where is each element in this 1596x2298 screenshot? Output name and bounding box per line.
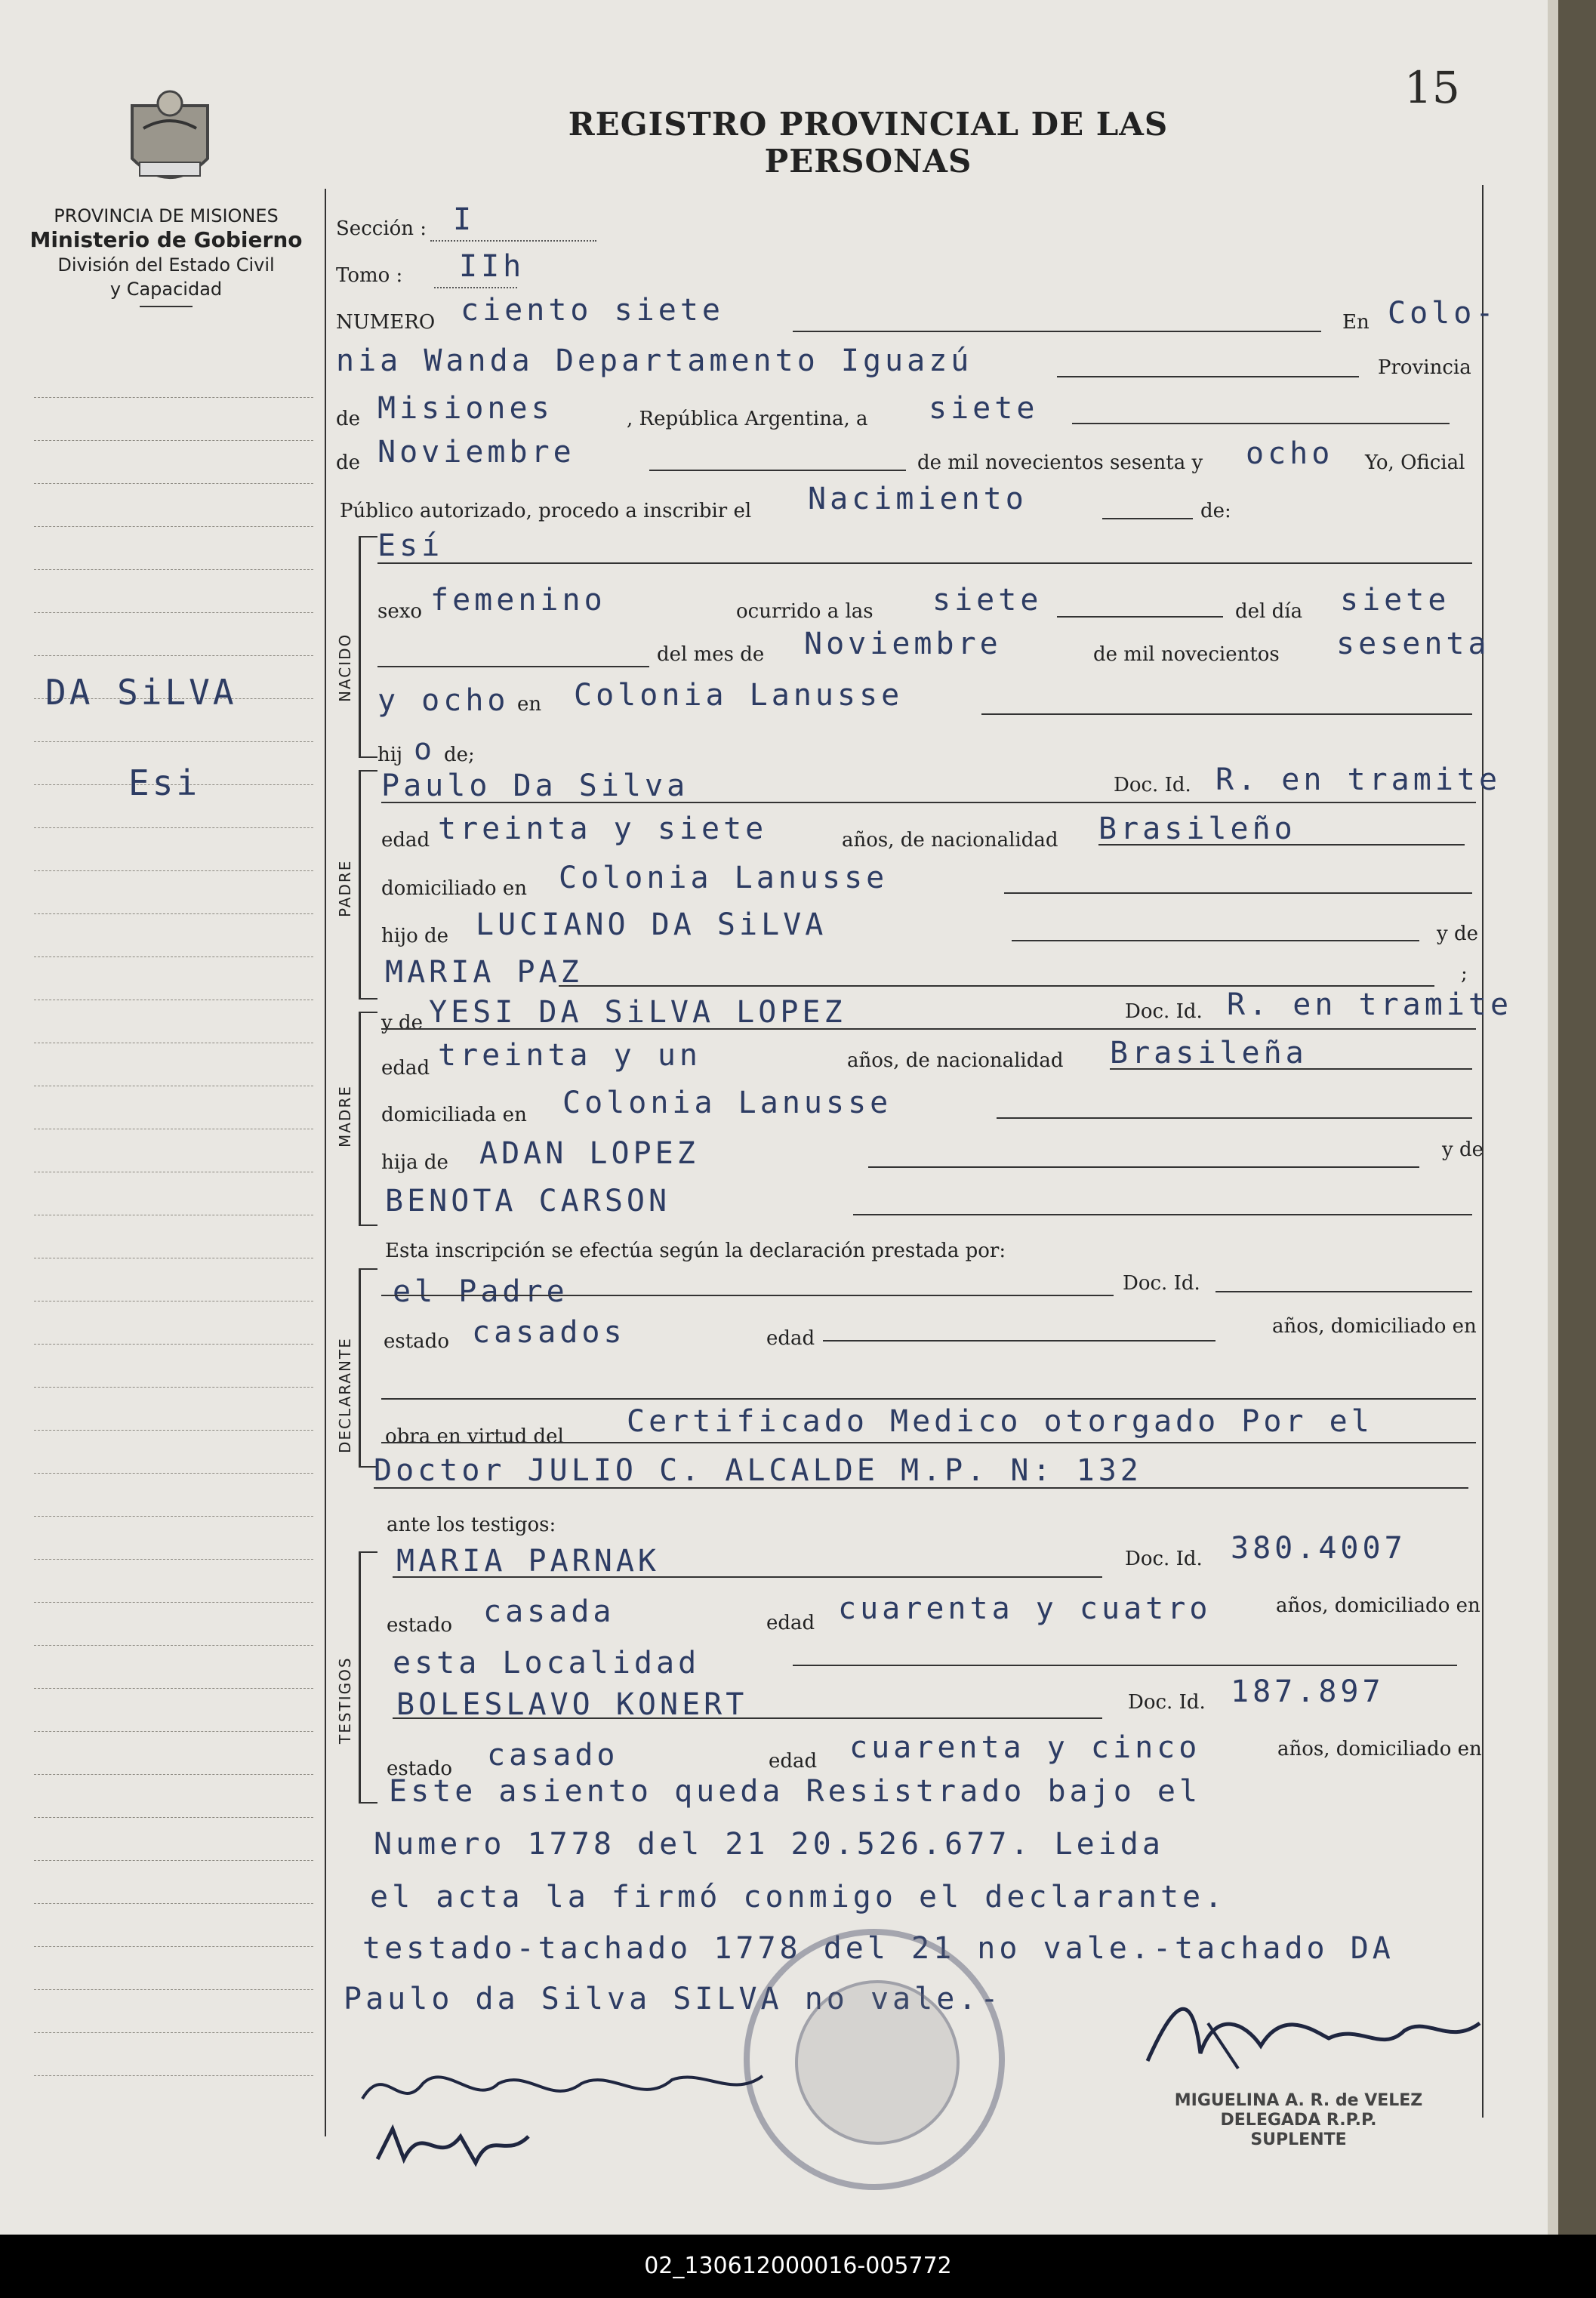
padre-nombre: Paulo Da Silva [381,769,689,803]
page-title: REGISTRO PROVINCIAL DE LAS PERSONAS [568,106,1169,180]
ocurrido-label: ocurrido a las [736,600,873,623]
obra-value-2: Doctor JULIO C. ALCALDE M.P. N: 132 [374,1453,1142,1488]
nota-line-2: Numero 1778 del 21 20.526.677. Leida [374,1827,1164,1862]
anio-label: de mil novecientos sesenta y [917,451,1203,474]
sexo-label: sexo [377,600,423,623]
padre-edad: treinta y siete [438,812,768,846]
oficial-label: Yo, Oficial [1365,451,1465,474]
left-rule [325,189,326,2136]
page-number: 15 [1404,62,1460,113]
lugar2-line [981,713,1472,715]
sexo-value: femenino [430,583,606,618]
seccion-label: Sección : [336,217,427,240]
dia2-value: siete [1340,583,1450,618]
madre-dom: Colonia Lanusse [562,1086,892,1120]
witness-signature-icon [355,2053,778,2121]
padre-dom: Colonia Lanusse [559,861,889,895]
madre-madre-line [853,1214,1472,1215]
testigo1-dom: esta Localidad [393,1646,701,1680]
nota-line-3: el acta la firmó conmigo el declarante. [370,1880,1227,1914]
testigo1-docid-label: Doc. Id. [1125,1548,1203,1570]
margin-given-name: Esi [128,762,201,803]
declaracion-label: Esta inscripción se efectúa según la declaración prestada por: [385,1240,1006,1262]
obra-label: obra en virtud del [385,1425,564,1448]
madre-yde-label: y de [381,1012,423,1034]
dia-line [1072,423,1450,424]
testigo1-edad: cuarenta y cuatro [838,1591,1212,1626]
delmes-label: del mes de [657,643,765,666]
org-rule [140,306,193,307]
lugar-line [1057,376,1359,377]
nacido-side-label: NACIDO [336,633,354,702]
numero-label: NUMERO [336,311,436,334]
testigo2-anios-label: años, domiciliado en [1277,1738,1482,1760]
deldia-label: del día [1235,600,1303,623]
obra-value: Certificado Medico otorgado Por el [627,1404,1373,1439]
padre-side-label: PADRE [336,859,354,917]
padre-padre: LUCIANO DA SiLVA [476,907,827,942]
testigos-bracket [359,1551,377,1804]
org-line-3: División del Estado Civil [57,254,275,276]
image-filename-caption: 02_130612000016-005772 [0,2235,1596,2298]
testigo1-nombre: MARIA PARNAK [396,1544,660,1579]
padre-yde-label: y de [1437,923,1478,945]
en-value: Colo- [1388,296,1498,331]
book-binding [1548,0,1596,2235]
seccion-line [430,240,596,242]
republica-label: , República Argentina, a [627,408,868,430]
declarante-bracket [359,1268,377,1468]
declarante-doc-line [1215,1291,1472,1292]
declarante-estado-label: estado [384,1330,449,1353]
nota-line-4: testado-tachado 1778 del 21 no vale.-tachado DA [362,1931,1394,1966]
testigo1-estado-label: estado [387,1614,452,1637]
provincial-seal-icon [117,87,223,200]
de-label-1: de [336,408,361,430]
tomo-value: IIh [459,249,525,284]
padre-nac: Brasileño [1098,812,1296,846]
madre-padre: ADAN LOPEZ [479,1136,699,1171]
testigo2-nombre: BOLESLAVO KONERT [396,1687,748,1722]
tomo-label: Tomo : [336,264,403,287]
madre-nombre-line [381,1028,1476,1030]
acto-line [1102,518,1193,519]
provincia-label: Provincia [1378,356,1471,379]
milnov-label: de mil novecientos [1093,643,1280,666]
delmes-line [377,666,649,667]
obra-line-2 [374,1487,1468,1489]
nombre-value: Esí [377,528,444,563]
hora-line [1057,616,1223,618]
madre-side-label: MADRE [336,1085,354,1147]
madre-padre-line [868,1166,1419,1168]
lugar-value: nia Wanda Departamento Iguazú [336,343,973,378]
padre-bracket [359,770,377,1000]
padre-dom-line [1004,892,1472,894]
madre-nombre: YESI DA SiLVA LOPEZ [429,995,846,1030]
hijo-label: hij [377,744,403,766]
testigo1-estado: casada [483,1594,615,1629]
acto-value: Nacimiento [808,482,1028,516]
ministry-header [15,204,317,312]
madre-nac-label: años, de nacionalidad [847,1049,1064,1072]
madre-doc: R. en tramite [1227,987,1513,1022]
provincia-value: Misiones [377,391,553,426]
madre-nac: Brasileña [1110,1036,1308,1070]
anio-value: ocho [1246,436,1334,471]
de-label-4: de; [444,744,475,766]
madre-domiciliada-label: domiciliada en [381,1104,527,1126]
numero-line [793,331,1321,332]
testigo1-edad-label: edad [766,1612,815,1634]
declarante-docid-label: Doc. Id. [1123,1272,1200,1295]
padre-domiciliado-label: domiciliado en [381,877,527,900]
declarante-edad-line [823,1340,1215,1342]
org-line-1: PROVINCIA DE MISIONES [54,205,279,226]
en2-label: en [517,693,542,716]
mes-line [649,470,906,471]
padre-hijode-label: hijo de [381,925,449,947]
official-role-2: SUPLENTE [1250,2130,1347,2149]
tomo-line [434,287,517,288]
anio2-value: sesenta [1336,627,1490,661]
mes-value: Noviembre [377,435,575,470]
padre-docid-label: Doc. Id. [1114,774,1191,796]
madre-yde-label-2: y de [1442,1138,1484,1161]
declarante-nombre: el Padre [393,1274,568,1309]
testigo2-nombre-line [393,1717,1102,1719]
testigo1-doc: 380.4007 [1231,1531,1407,1566]
en-label: En [1342,311,1370,334]
madre-edad-label: edad [381,1057,430,1080]
madre-dom-line [997,1117,1472,1119]
madre-docid-label: Doc. Id. [1125,1000,1203,1023]
hora-value: siete [932,583,1043,618]
testigo1-nombre-line [393,1576,1102,1578]
hijo-value: o [414,732,436,767]
padre-edad-label: edad [381,829,430,852]
nombre-line [377,562,1472,564]
declarante-edad-label: edad [766,1327,815,1350]
official-name: MIGUELINA A. R. de VELEZ [1174,2091,1423,2110]
margin-ruled-lines [34,355,313,2129]
official-name-stamp [1117,2091,1480,2150]
testigo1-dom-line [793,1665,1457,1666]
seccion-value: I [453,202,476,237]
official-stamp-icon [744,1929,1005,2190]
madre-nac-line [1110,1068,1472,1070]
testigo2-estado: casado [487,1738,619,1773]
obra-line [381,1442,1476,1443]
nota-line-1: Este asiento queda Resistrado bajo el [389,1774,1202,1809]
padre-nac-line [1098,844,1465,846]
margin-surname: DA SiLVA [45,672,237,713]
testigo1-anios-label: años, domiciliado en [1276,1594,1480,1617]
yocho-value: y ocho [377,683,510,718]
padre-madre-line [559,985,1434,987]
testigo2-edad-label: edad [769,1750,818,1773]
madre-bracket [359,1012,377,1226]
testigo2-docid-label: Doc. Id. [1128,1691,1206,1714]
testigos-label: ante los testigos: [387,1514,556,1536]
lugar2-value: Colonia Lanusse [574,678,904,713]
declarante-dom-line [381,1398,1476,1400]
org-line-2: Ministerio de Gobierno [29,227,303,252]
declarant-signature-icon [370,2114,536,2174]
numero-value: ciento siete [461,293,724,328]
org-line-4: y Capacidad [109,279,223,300]
testigo2-edad: cuarenta y cinco [849,1730,1201,1765]
publico-label: Público autorizado, procedo a inscribir el [340,500,752,522]
declarante-nombre-line [381,1295,1114,1296]
declarante-estado: casados [472,1315,626,1350]
testigo2-estado-label: estado [387,1757,452,1780]
semicolon: ; [1461,963,1468,985]
padre-padre-line [1012,940,1419,941]
declarante-anios-label: años, domiciliado en [1272,1315,1477,1338]
madre-edad: treinta y un [438,1038,701,1073]
padre-nombre-line [381,802,1476,803]
padre-madre: MARIA PAZ [385,955,583,990]
mes2-value: Noviembre [804,627,1002,661]
padre-nac-label: años, de nacionalidad [842,829,1058,852]
testigos-side-label: TESTIGOS [336,1656,354,1744]
dia-value: siete [929,391,1039,426]
official-signature-icon [1132,1978,1495,2091]
testigo2-doc: 187.897 [1231,1674,1385,1709]
declarante-side-label: DECLARANTE [336,1337,354,1453]
nacido-bracket [359,536,377,758]
de-label-3: de: [1200,500,1231,522]
madre-madre: BENOTA CARSON [385,1184,671,1218]
official-role-1: DELEGADA R.P.P. [1220,2111,1377,2130]
madre-hijade-label: hija de [381,1151,448,1174]
padre-doc: R. en tramite [1215,762,1502,797]
nota-line-5: Paulo da Silva SILVA no vale.- [344,1982,1003,2016]
de-label-2: de [336,451,361,474]
